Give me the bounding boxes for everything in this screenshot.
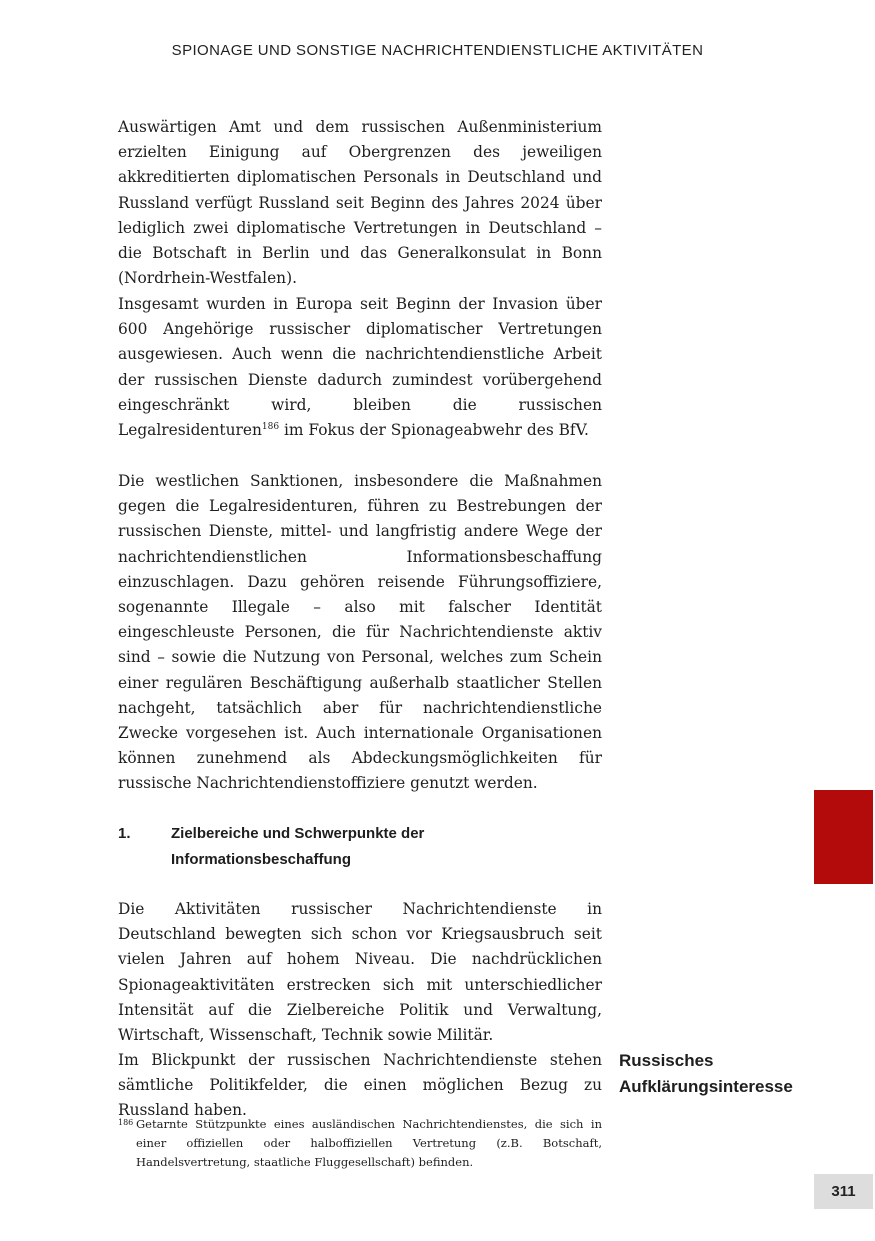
body-paragraph-3 [118,469,602,797]
section-title-line-1: Zielbereiche und Schwerpunkte der [171,825,425,842]
paragraph-text: Insgesamt wurden in Europa seit Beginn der Invasion über 600 Angehörige russischer diplomatischer Vertretungen ausgewiesen. Auch wenn die nachrichtendienstliche Arbeit der russischen Dienste dadurch zumindest vorübergehend eingeschränkt wird, bleiben die russischen Legalresidenturen [118,295,602,440]
footnote-number: 186 [118,1118,134,1127]
section-number: 1. [118,825,131,842]
chapter-tab-marker [814,790,873,884]
paragraph-text: Auswärtigen Amt und dem russischen Außenministerium erzielten Einigung auf Obergrenzen des jeweiligen akkreditierten diplomatischen Personals in Deutschland und Russland verfügt Russland seit Beginn des Jahres 2024 über lediglich zwei diplomatische Vertretungen in Deutschland – die Botschaft in Berlin und das Generalkonsulat in Bonn (Nordrhein-Westfalen). [118,118,602,288]
body-paragraph-2 [118,292,602,443]
margin-note-line-2: Aufklärungsinteresse [619,1077,793,1096]
footnote-text: Getarnte Stützpunkte eines ausländischen Nachrichtendienstes, die sich in einer offiziellen oder halboffiziellen Vertretung (z.B. Botschaft, Handelsvertretung, staatliche Fluggesellschaft) befinden. [136,1117,602,1169]
footnote [118,1115,602,1172]
paragraph-text: im Fokus der Spionageabwehr des BfV. [279,421,589,440]
body-paragraph-4 [118,897,602,1048]
margin-note [619,1048,819,1100]
running-header: SPIONAGE UND SONSTIGE NACHRICHTENDIENSTLICHE AKTIVITÄTEN [171,42,704,59]
body-paragraph-1 [118,115,602,291]
section-title [171,821,571,873]
paragraph-text: Die Aktivitäten russischer Nachrichtendienste in Deutschland bewegten sich schon vor Kriegsausbruch seit vielen Jahren auf hohem Niveau. Die nachdrücklichen Spionageaktivitäten erstrecken sich mit unterschiedlicher Intensität auf die Zielbereiche Politik und Verwaltung, Wirtschaft, Wissenschaft, Technik sowie Militär. [118,900,602,1045]
margin-note-line-1: Russisches [619,1051,714,1070]
paragraph-text: Im Blickpunkt der russischen Nachrichtendienste stehen sämtliche Politikfelder, die einen möglichen Bezug zu Russland haben. [118,1051,602,1120]
footnote-reference[interactable]: 186 [261,421,280,432]
paragraph-text: Die westlichen Sanktionen, insbesondere die Maßnahmen gegen die Legalresidenturen, führen zu Bestrebungen der russischen Dienste, mittel- und langfristig andere Wege der nachrichtendienstlichen Informationsbeschaffung einzuschlagen. Dazu gehören reisende Führungsoffiziere, sogenannte Illegale – also mit falscher Identität eingeschleuste Personen, die für Nachrichtendienste aktiv sind – sowie die Nutzung von Personal, welches zum Schein einer regulären Beschäftigung außerhalb staatlicher Stellen nachgeht, tatsächlich aber für nachrichtendienstliche Zwecke vorgesehen ist. Auch internationale Organisationen können zunehmend als Abdeckungsmöglichkeiten für russische Nachrichtendienstoffiziere genutzt werden. [118,472,602,793]
section-title-line-2: Informationsbeschaffung [171,851,352,868]
body-paragraph-5 [118,1048,602,1124]
page-number: 311 [814,1174,873,1209]
